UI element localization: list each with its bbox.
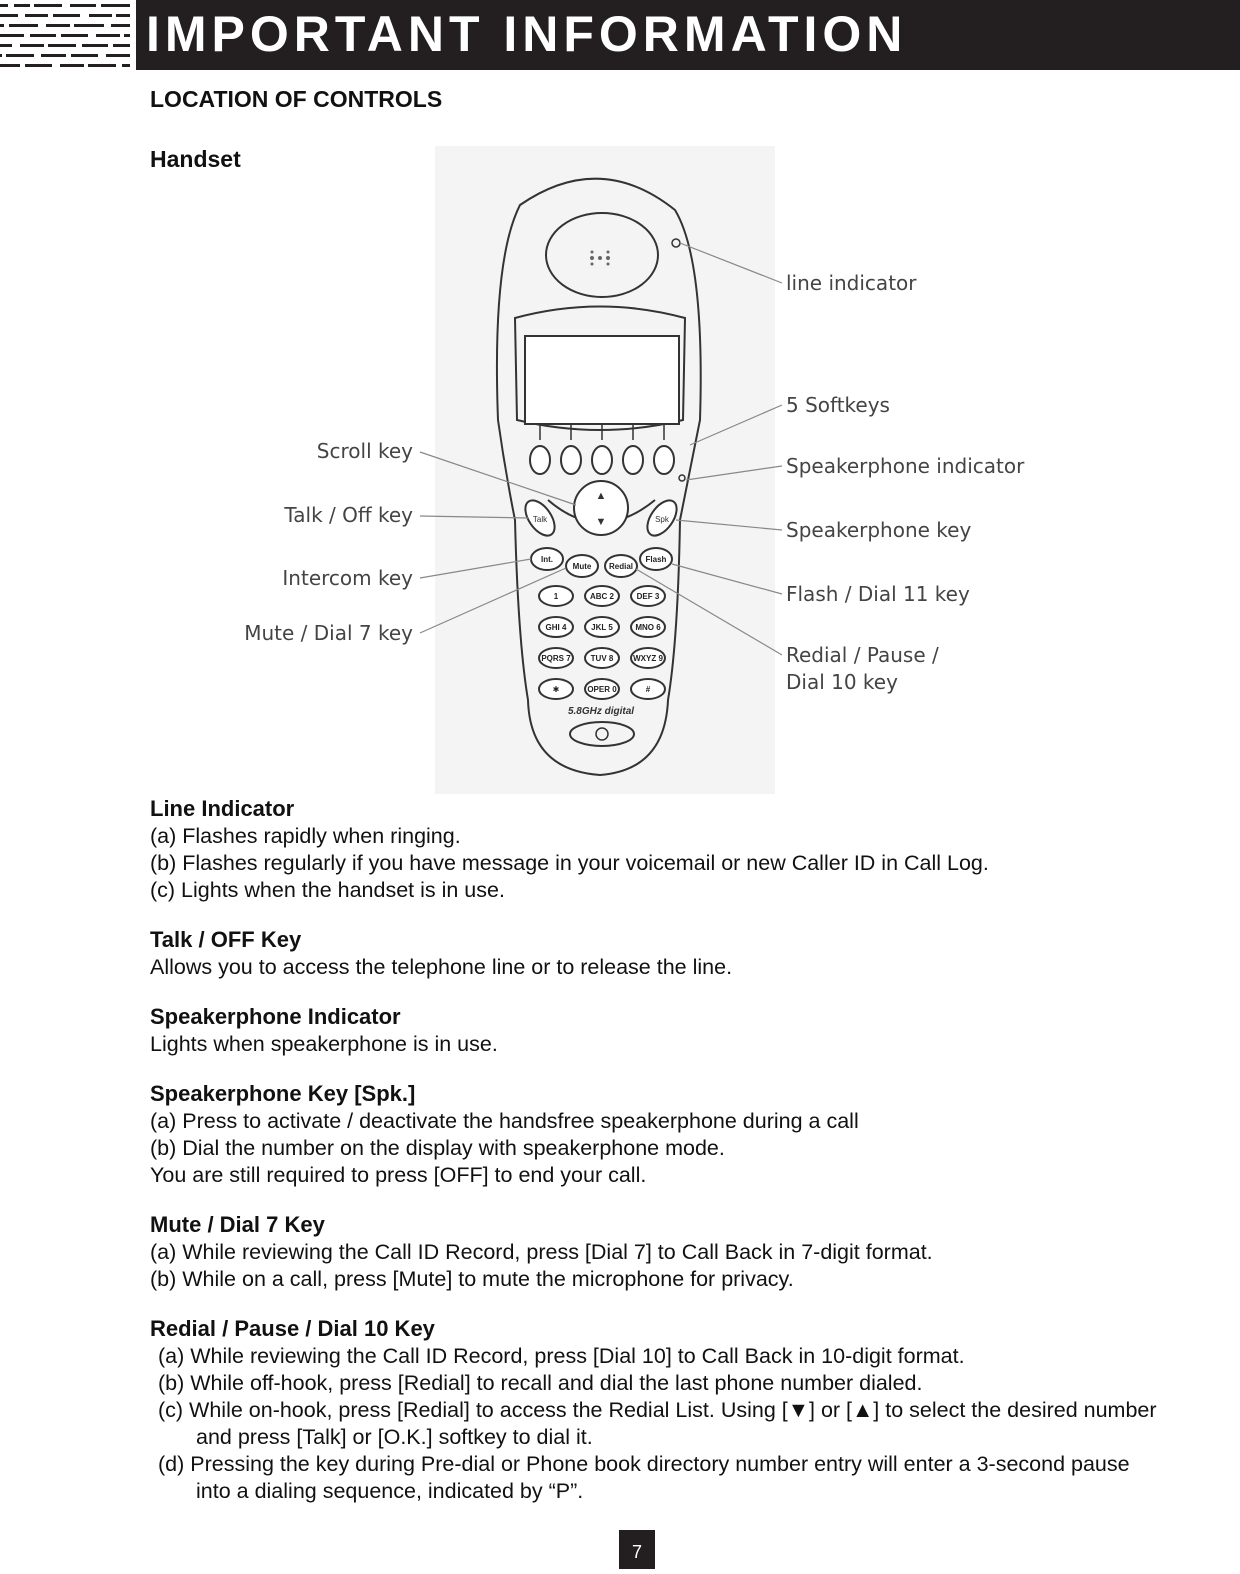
spk-key-label: Spk (655, 515, 669, 524)
brand-logo: 5.8GHz digital (567, 706, 635, 717)
page-title: IMPORTANT INFORMATION (146, 6, 908, 62)
key-6-label: MNO 6 (635, 623, 661, 632)
callout-softkeys: 5 Softkeys (786, 393, 890, 417)
callout-line-indicator: line indicator (786, 271, 917, 295)
talk-off-key-section (150, 926, 1160, 981)
key-7-label: PQRS 7 (541, 654, 571, 663)
callout-talk-off-key: Talk / Off key (284, 503, 413, 527)
section-title: LOCATION OF CONTROLS (150, 86, 443, 112)
header-bar (136, 0, 1240, 70)
callout-redial-key-line1: Redial / Pause / (786, 643, 939, 667)
key-0-label: OPER 0 (587, 685, 617, 694)
talk-key-label: Talk (532, 515, 548, 524)
callout-scroll-key: Scroll key (316, 439, 413, 463)
display-screen (525, 336, 679, 424)
callout-intercom-key: Intercom key (282, 566, 413, 590)
section-line: (d) Pressing the key during Pre-dial or Phone book directory number entry will enter a 3-second pause into a dialing sequence, indicated by “P”. (158, 1452, 1130, 1503)
key-3-label: DEF 3 (636, 592, 660, 601)
section-line: You are still required to press [OFF] to end your call. (150, 1163, 647, 1187)
callout-redial-key-line2: Dial 10 key (786, 670, 898, 694)
section-heading: Talk / OFF Key (150, 927, 302, 952)
key-9-label: WXYZ 9 (633, 654, 663, 663)
section-heading: Speakerphone Key [Spk.] (150, 1081, 416, 1106)
section-line: (c) While on-hook, press [Redial] to access the Redial List. Using [▼] or [▲] to select the desired number and press [Talk] or [O.K.] softkey to dial it. (158, 1398, 1157, 1449)
handset-diagram (0, 140, 1240, 800)
speakerphone-key-section (150, 1080, 1160, 1189)
section-line: (a) While reviewing the Call ID Record, press [Dial 10] to Call Back in 10-digit format. (158, 1344, 965, 1368)
softkey-3[interactable] (592, 446, 612, 474)
key-4-label: GHI 4 (545, 623, 567, 632)
key-star-label: ✱ (552, 685, 560, 694)
page-number: 7 (619, 1530, 655, 1569)
softkey-2[interactable] (561, 446, 581, 474)
flash-key-label: Flash (645, 555, 667, 564)
redial-key-label: Redial (608, 562, 634, 571)
section-line: Allows you to access the telephone line or to release the line. (150, 955, 733, 979)
key-2-label: ABC 2 (589, 592, 615, 601)
section-heading: Speakerphone Indicator (150, 1004, 401, 1029)
softkey-5[interactable] (654, 446, 674, 474)
scroll-down-icon: ▼ (595, 516, 607, 528)
key-1-label: 1 (553, 592, 559, 601)
redial-pause-section (150, 1315, 1160, 1505)
section-heading: Mute / Dial 7 Key (150, 1212, 325, 1237)
section-line: (b) Flashes regularly if you have message in your voicemail or new Caller ID in Call Log. (150, 851, 989, 875)
section-line: Lights when speakerphone is in use. (150, 1032, 498, 1056)
section-line: (b) While on a call, press [Mute] to mute the microphone for privacy. (150, 1267, 794, 1291)
callout-speakerphone-key: Speakerphone key (786, 518, 972, 542)
section-line: (a) While reviewing the Call ID Record, press [Dial 7] to Call Back in 7-digit format. (150, 1240, 933, 1264)
speakerphone-indicator-section (150, 1003, 1160, 1058)
softkey-4[interactable] (623, 446, 643, 474)
scroll-up-icon: ▲ (595, 490, 607, 502)
key-8-label: TUV 8 (590, 654, 614, 663)
key-5-label: JKL 5 (591, 623, 613, 632)
callout-speakerphone-indicator: Speakerphone indicator (786, 454, 1025, 478)
intercom-key-label: Int. (541, 555, 553, 564)
mute-key-label: Mute (572, 562, 592, 571)
section-line: (a) Flashes rapidly when ringing. (150, 824, 461, 848)
section-heading: Redial / Pause / Dial 10 Key (150, 1316, 435, 1341)
handset-label: Handset (150, 146, 241, 172)
section-line: (b) While off-hook, press [Redial] to recall and dial the last phone number dialed. (158, 1371, 923, 1395)
softkey-1[interactable] (530, 446, 550, 474)
section-heading: Line Indicator (150, 796, 295, 821)
mute-dial7-section (150, 1211, 1160, 1293)
callout-mute-key: Mute / Dial 7 key (244, 621, 413, 645)
header-pattern-decoration (0, 0, 130, 70)
section-line: (a) Press to activate / deactivate the handsfree speakerphone during a call (150, 1109, 859, 1133)
line-indicator-section (150, 795, 1160, 904)
key-hash-label: # (645, 685, 651, 694)
section-line: (c) Lights when the handset is in use. (150, 878, 505, 902)
callout-flash-key: Flash / Dial 11 key (786, 582, 970, 606)
section-line: (b) Dial the number on the display with speakerphone mode. (150, 1136, 725, 1160)
